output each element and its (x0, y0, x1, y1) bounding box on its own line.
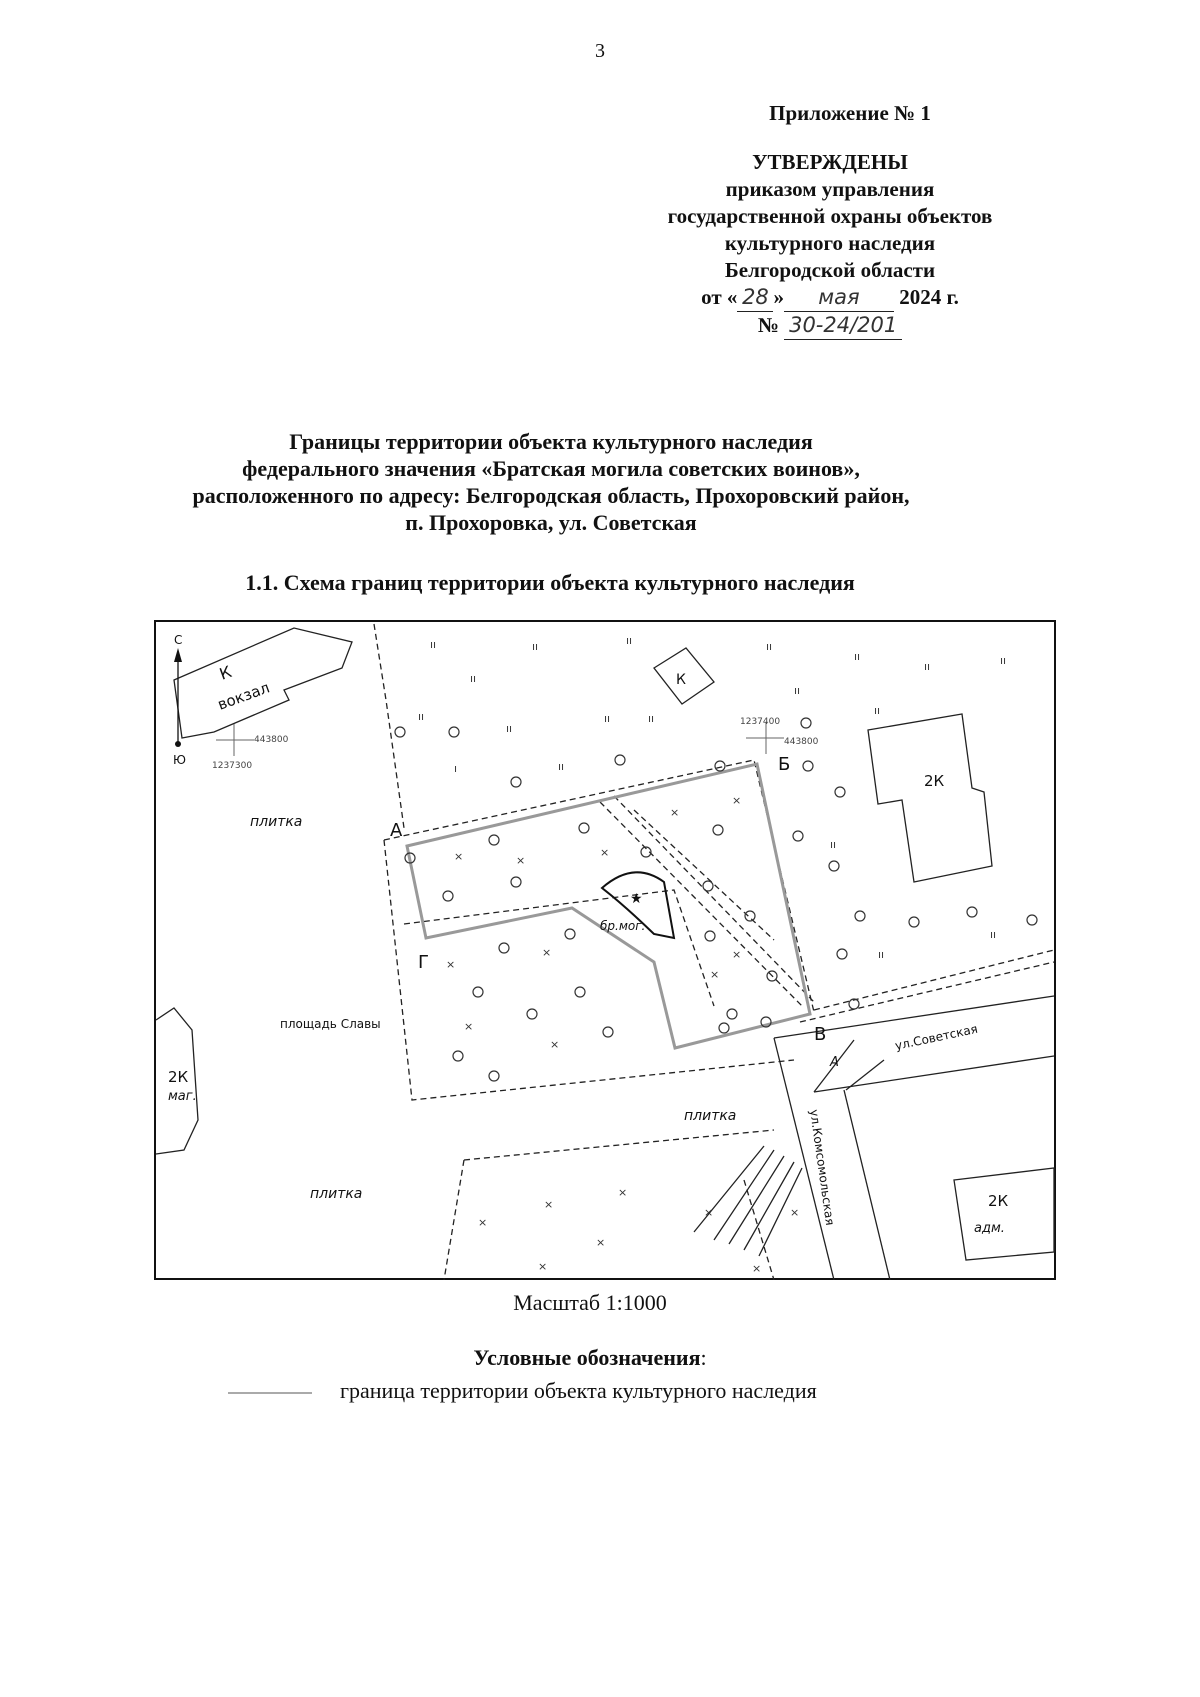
station-type-label: К (216, 662, 235, 684)
svg-text:ıı: ıı (830, 838, 837, 851)
approval-line-4: Белгородской области (724, 258, 936, 282)
svg-text:×: × (454, 850, 464, 863)
grid-right-y: 443800 (784, 737, 819, 747)
svg-text:×: × (732, 794, 742, 807)
building-2k-left-note: маг. (168, 1089, 197, 1104)
svg-text:ıı: ıı (854, 650, 861, 663)
svg-text:×: × (790, 1206, 800, 1219)
street-komsomolskaya-label: ул.Комсомольская (807, 1108, 838, 1227)
label-square: площадь Славы (280, 1017, 381, 1031)
svg-text:×: × (670, 806, 680, 819)
approval-date: от « 28 » мая 2024 г. (590, 284, 1070, 312)
svg-text:ıı: ıı (648, 712, 655, 725)
street-sovetskaya-label: ул.Советская (893, 1021, 979, 1053)
title-line-1: Границы территории объекта культурного наследия (289, 429, 813, 454)
building-2k-bottom-label: 2К (988, 1192, 1009, 1210)
svg-text:★: ★ (630, 891, 643, 907)
svg-text:ıı: ıı (532, 640, 539, 653)
scale-label: Масштаб 1:1000 (513, 1290, 667, 1315)
approved-label: УТВЕРЖДЕНЫ (752, 150, 908, 174)
svg-text:×: × (704, 1206, 714, 1219)
building-2k-left-label: 2К (168, 1068, 189, 1086)
compass-north: С (174, 633, 183, 647)
approval-line-3: культурного наследия (724, 231, 936, 255)
svg-text:×: × (752, 1262, 762, 1275)
svg-text:ıı: ıı (506, 722, 513, 735)
building-2k-right-label: 2К (924, 772, 945, 790)
svg-text:×: × (618, 1186, 628, 1199)
svg-text:ıı: ıı (430, 638, 437, 651)
svg-text:×: × (516, 854, 526, 867)
point-g-label: Г (418, 952, 429, 973)
svg-text:×: × (464, 1020, 474, 1033)
svg-text:ıı: ıı (604, 712, 611, 725)
label-plitka-bottom: плитка (310, 1186, 363, 1202)
title-line-2: федерального значения «Братская могила советских воинов», (242, 456, 860, 481)
svg-text:×: × (600, 846, 610, 859)
svg-text:ıı: ıı (558, 760, 565, 773)
approval-line-2: государственной охраны объектов (667, 204, 993, 228)
label-plitka-top: плитка (250, 814, 303, 830)
point-a-label: А (390, 820, 403, 841)
title-line-3: расположенного по адресу: Белгородская область, Прохоровский район, (192, 483, 910, 508)
approval-number: № 30-24/201 (590, 312, 1070, 340)
label-grave: бр.мог. (600, 919, 646, 933)
label-asphalt: А (830, 1055, 839, 1070)
svg-text:ıı: ıı (878, 948, 885, 961)
svg-text:ı: ı (454, 762, 458, 775)
point-b-label: Б (778, 754, 791, 775)
grid-right-x: 1237400 (740, 717, 781, 727)
svg-text:ıı: ıı (794, 684, 801, 697)
grid-left-x: 1237300 (212, 761, 253, 771)
point-v-label: В (814, 1024, 827, 1045)
page-number: 3 (595, 40, 605, 62)
date-day: 28 (737, 284, 773, 312)
document-title (120, 428, 982, 536)
approval-block (590, 100, 1070, 340)
svg-text:ıı: ıı (1000, 654, 1007, 667)
title-line-4: п. Прохоровка, ул. Советская (405, 510, 697, 535)
order-number: 30-24/201 (784, 312, 902, 340)
svg-text:×: × (732, 948, 742, 961)
svg-text:×: × (550, 1038, 560, 1051)
svg-text:×: × (538, 1260, 548, 1273)
building-k-label: К (676, 672, 686, 688)
date-year: 2024 г. (899, 285, 959, 309)
approval-line-1: приказом управления (725, 177, 935, 201)
svg-text:ıı: ıı (874, 704, 881, 717)
legend-item-boundary: граница территории объекта культурного наследия (340, 1378, 817, 1403)
scheme-heading: 1.1. Схема границ территории объекта культурного наследия (245, 570, 855, 595)
svg-text:×: × (544, 1198, 554, 1211)
station-name-label: вокзал (215, 678, 272, 714)
svg-text:×: × (710, 968, 720, 981)
boundary-map (154, 620, 1056, 1280)
label-plitka-mid: плитка (684, 1108, 737, 1124)
appendix-label: Приложение № 1 (769, 101, 931, 125)
legend-heading: Условные обозначения: (473, 1345, 707, 1370)
svg-text:×: × (596, 1236, 606, 1249)
legend-boundary-line (228, 1392, 312, 1394)
svg-text:ıı: ıı (766, 640, 773, 653)
svg-text:×: × (478, 1216, 488, 1229)
date-month: мая (784, 284, 894, 312)
svg-text:ıı: ıı (626, 634, 633, 647)
svg-text:ıı: ıı (990, 928, 997, 941)
building-2k-bottom-note: адм. (974, 1221, 1005, 1236)
svg-text:×: × (446, 958, 456, 971)
svg-text:ıı: ıı (924, 660, 931, 673)
grid-left-y: 443800 (254, 735, 289, 745)
svg-text:ıı: ıı (418, 710, 425, 723)
svg-text:×: × (542, 946, 552, 959)
compass-south: Ю (173, 753, 186, 767)
svg-text:ıı: ıı (470, 672, 477, 685)
